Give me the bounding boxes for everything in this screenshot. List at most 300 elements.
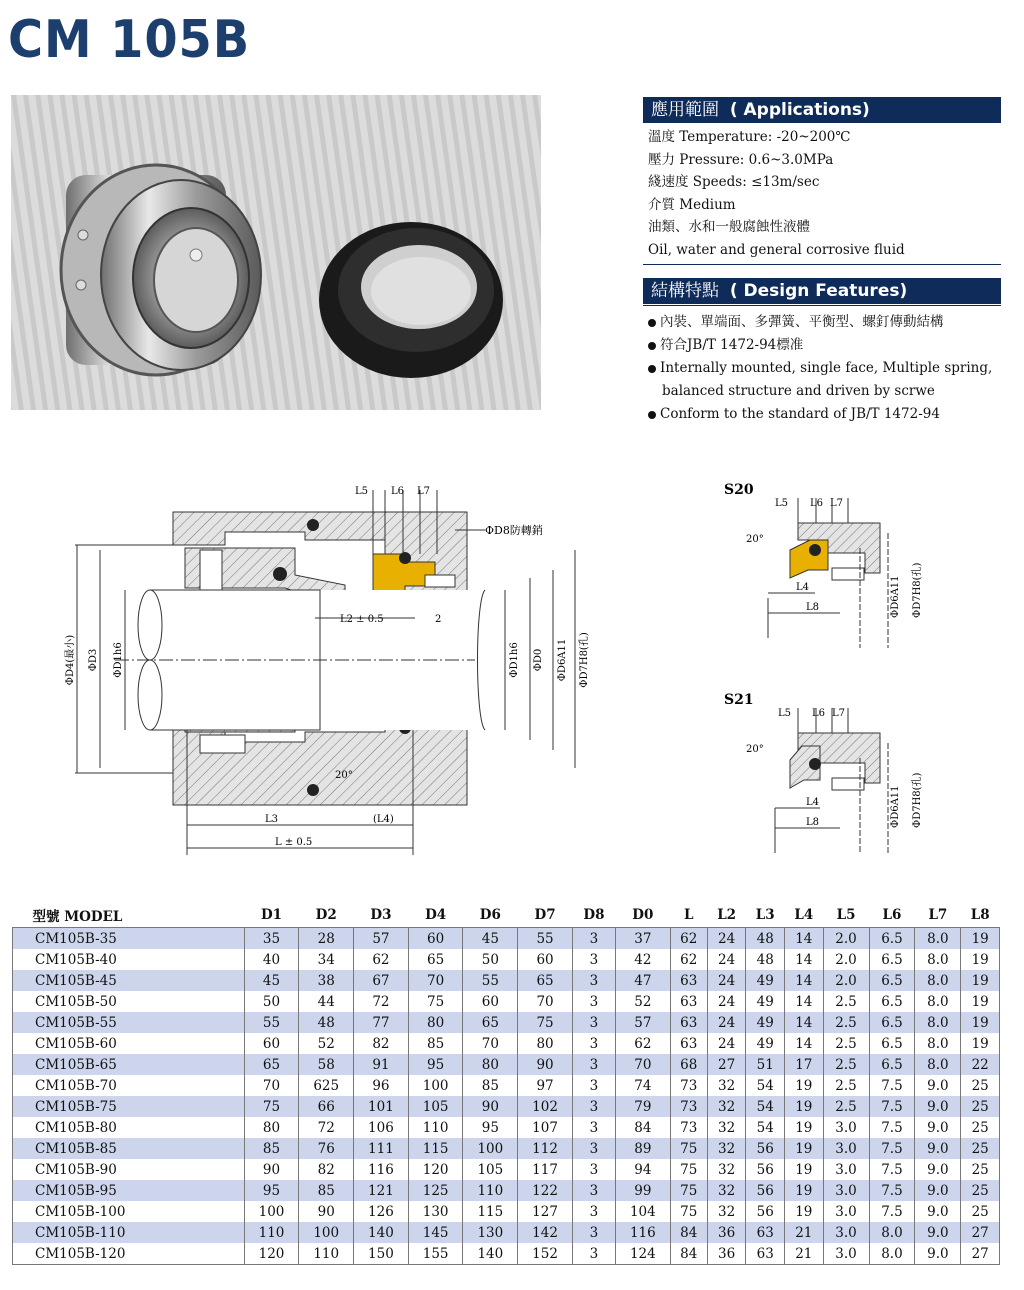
- applications-heading: [643, 97, 1001, 123]
- applications-heading-cn: 應用範圍: [651, 100, 719, 120]
- label-l4: (L4): [373, 814, 394, 825]
- temperature-line: 溫度 Temperature: -20~200℃: [648, 129, 851, 145]
- s21-l4: L4: [806, 797, 820, 808]
- column-header: D1: [260, 907, 283, 923]
- value-cell: 51: [746, 1054, 785, 1075]
- value-cell: 55: [518, 928, 573, 950]
- value-cell: 62: [354, 949, 409, 970]
- label-angle: 20°: [335, 770, 353, 781]
- page-title: CM 105B: [8, 10, 251, 70]
- feature-item: Conform to the standard of JB/T 1472-94: [648, 403, 992, 426]
- value-cell: 85: [244, 1138, 299, 1159]
- value-cell: 79: [616, 1096, 671, 1117]
- value-cell: 75: [670, 1180, 707, 1201]
- value-cell: 107: [518, 1117, 573, 1138]
- value-cell: 73: [670, 1075, 707, 1096]
- value-cell: 9.0: [915, 1180, 961, 1201]
- s21-l8: L8: [806, 817, 820, 828]
- product-photo: [11, 95, 541, 410]
- value-cell: 104: [616, 1201, 671, 1222]
- value-cell: 130: [408, 1201, 463, 1222]
- model-cell: CM105B-75: [13, 1096, 245, 1117]
- value-cell: 65: [408, 949, 463, 970]
- value-cell: 9.0: [915, 1075, 961, 1096]
- value-cell: 56: [746, 1180, 785, 1201]
- value-cell: 72: [299, 1117, 354, 1138]
- value-cell: 95: [408, 1054, 463, 1075]
- value-cell: 70: [463, 1033, 518, 1054]
- s20-l7: L7: [830, 498, 844, 509]
- value-cell: 7.5: [869, 1180, 915, 1201]
- value-cell: 9.0: [915, 1243, 961, 1265]
- table-row: [13, 928, 1000, 950]
- value-cell: 63: [670, 970, 707, 991]
- value-cell: 60: [463, 991, 518, 1012]
- value-cell: 3: [572, 991, 615, 1012]
- value-cell: 121: [354, 1180, 409, 1201]
- value-cell: 22: [961, 1054, 1000, 1075]
- value-cell: 94: [616, 1159, 671, 1180]
- value-cell: 9.0: [915, 1159, 961, 1180]
- value-cell: 140: [463, 1243, 518, 1265]
- column-header: D8: [583, 907, 605, 923]
- value-cell: 150: [354, 1243, 409, 1265]
- label-l7: L7: [417, 486, 431, 497]
- value-cell: 24: [707, 970, 746, 991]
- value-cell: 97: [518, 1075, 573, 1096]
- value-cell: 3.0: [823, 1159, 869, 1180]
- value-cell: 8.0: [915, 928, 961, 950]
- value-cell: 75: [244, 1096, 299, 1117]
- value-cell: 14: [785, 949, 824, 970]
- value-cell: 3.0: [823, 1117, 869, 1138]
- value-cell: 2.5: [823, 1054, 869, 1075]
- value-cell: 89: [616, 1138, 671, 1159]
- value-cell: 49: [746, 991, 785, 1012]
- label-d3: ΦD3: [88, 648, 99, 672]
- table-body: [13, 928, 1000, 1265]
- column-header-model: 型號 MODEL: [32, 909, 123, 925]
- value-cell: 25: [961, 1138, 1000, 1159]
- table-header-row: [13, 903, 1000, 928]
- value-cell: 48: [746, 949, 785, 970]
- value-cell: 27: [961, 1222, 1000, 1243]
- value-cell: 6.5: [869, 970, 915, 991]
- column-header: D4: [425, 907, 447, 923]
- value-cell: 120: [244, 1243, 299, 1265]
- value-cell: 110: [408, 1117, 463, 1138]
- s20-l4: L4: [796, 582, 810, 593]
- table-row: [13, 1075, 1000, 1096]
- model-cell: CM105B-35: [13, 928, 245, 950]
- value-cell: 14: [785, 991, 824, 1012]
- value-cell: 3.0: [823, 1243, 869, 1265]
- value-cell: 42: [616, 949, 671, 970]
- value-cell: 3: [572, 1180, 615, 1201]
- value-cell: 122: [518, 1180, 573, 1201]
- value-cell: 3: [572, 1201, 615, 1222]
- feature-item: Internally mounted, single face, Multiple spring,: [648, 357, 992, 380]
- value-cell: 110: [299, 1243, 354, 1265]
- table-row: [13, 1096, 1000, 1117]
- value-cell: 3: [572, 1138, 615, 1159]
- s20-l6: L6: [810, 498, 824, 509]
- value-cell: 49: [746, 970, 785, 991]
- label-two: 2: [435, 614, 442, 625]
- value-cell: 8.0: [915, 1033, 961, 1054]
- value-cell: 50: [244, 991, 299, 1012]
- value-cell: 75: [670, 1159, 707, 1180]
- value-cell: 95: [244, 1180, 299, 1201]
- bullet-icon: [648, 365, 656, 373]
- column-header: L7: [928, 907, 948, 923]
- value-cell: 625: [299, 1075, 354, 1096]
- spec-table: [12, 903, 1000, 1265]
- value-cell: 68: [670, 1054, 707, 1075]
- model-cell: CM105B-65: [13, 1054, 245, 1075]
- value-cell: 14: [785, 1033, 824, 1054]
- value-cell: 125: [408, 1180, 463, 1201]
- value-cell: 2.0: [823, 949, 869, 970]
- value-cell: 2.5: [823, 1096, 869, 1117]
- value-cell: 9.0: [915, 1201, 961, 1222]
- value-cell: 35: [244, 928, 299, 950]
- applications-list: [648, 126, 905, 261]
- value-cell: 112: [518, 1138, 573, 1159]
- value-cell: 21: [785, 1222, 824, 1243]
- o-ring: [273, 567, 287, 581]
- value-cell: 24: [707, 928, 746, 950]
- value-cell: 44: [299, 991, 354, 1012]
- value-cell: 9.0: [915, 1117, 961, 1138]
- value-cell: 3: [572, 1243, 615, 1265]
- model-cell: CM105B-90: [13, 1159, 245, 1180]
- value-cell: 14: [785, 928, 824, 950]
- label-d8: ΦD8防轉銷: [485, 524, 543, 537]
- value-cell: 2.5: [823, 1033, 869, 1054]
- value-cell: 111: [354, 1138, 409, 1159]
- label-l3: L3: [265, 814, 279, 825]
- value-cell: 7.5: [869, 1159, 915, 1180]
- column-header: L2: [717, 907, 737, 923]
- s21-d6: ΦD6A11: [890, 785, 901, 828]
- value-cell: 2.5: [823, 1012, 869, 1033]
- bullet-icon: [648, 319, 656, 327]
- value-cell: 52: [299, 1033, 354, 1054]
- value-cell: 14: [785, 970, 824, 991]
- value-cell: 3: [572, 1075, 615, 1096]
- value-cell: 62: [616, 1033, 671, 1054]
- value-cell: 56: [746, 1159, 785, 1180]
- value-cell: 25: [961, 1180, 1000, 1201]
- s21-d7: ΦD7H8(孔): [912, 772, 923, 828]
- value-cell: 3: [572, 1096, 615, 1117]
- value-cell: 100: [463, 1138, 518, 1159]
- value-cell: 140: [354, 1222, 409, 1243]
- s20-detail-drawing: [720, 478, 960, 658]
- value-cell: 85: [408, 1033, 463, 1054]
- value-cell: 126: [354, 1201, 409, 1222]
- value-cell: 70: [244, 1075, 299, 1096]
- value-cell: 32: [707, 1138, 746, 1159]
- column-header: L6: [882, 907, 902, 923]
- value-cell: 32: [707, 1180, 746, 1201]
- value-cell: 14: [785, 1012, 824, 1033]
- value-cell: 57: [354, 928, 409, 950]
- value-cell: 17: [785, 1054, 824, 1075]
- value-cell: 3: [572, 1117, 615, 1138]
- value-cell: 60: [244, 1033, 299, 1054]
- value-cell: 6.5: [869, 1012, 915, 1033]
- value-cell: 19: [785, 1138, 824, 1159]
- bullet-icon: [648, 411, 656, 419]
- value-cell: 19: [961, 1033, 1000, 1054]
- o-ring-top: [307, 519, 319, 531]
- value-cell: 8.0: [915, 1054, 961, 1075]
- model-cell: CM105B-40: [13, 949, 245, 970]
- label-d7: ΦD7H8(孔): [579, 632, 590, 688]
- value-cell: 3: [572, 1012, 615, 1033]
- value-cell: 3: [572, 1054, 615, 1075]
- value-cell: 8.0: [869, 1222, 915, 1243]
- model-cell: CM105B-50: [13, 991, 245, 1012]
- value-cell: 85: [299, 1180, 354, 1201]
- label-d1-right: ΦD1h6: [509, 642, 520, 678]
- design-features-heading: [643, 278, 1001, 304]
- applications-divider: [643, 264, 1001, 265]
- feature-item: 符合JB/T 1472-94標准: [648, 334, 992, 357]
- value-cell: 52: [616, 991, 671, 1012]
- value-cell: 3.0: [823, 1180, 869, 1201]
- model-cell: CM105B-100: [13, 1201, 245, 1222]
- s20-d7: ΦD7H8(孔): [912, 562, 923, 618]
- table-row: [13, 970, 1000, 991]
- value-cell: 19: [961, 970, 1000, 991]
- value-cell: 25: [961, 1159, 1000, 1180]
- value-cell: 65: [518, 970, 573, 991]
- value-cell: 75: [670, 1138, 707, 1159]
- value-cell: 65: [463, 1012, 518, 1033]
- design-features-list: [648, 311, 992, 426]
- value-cell: 9.0: [915, 1138, 961, 1159]
- value-cell: 7.5: [869, 1075, 915, 1096]
- s20-angle: 20°: [746, 534, 764, 545]
- value-cell: 110: [244, 1222, 299, 1243]
- value-cell: 7.5: [869, 1138, 915, 1159]
- value-cell: 8.0: [915, 949, 961, 970]
- table-row: [13, 991, 1000, 1012]
- model-cell: CM105B-45: [13, 970, 245, 991]
- value-cell: 75: [408, 991, 463, 1012]
- value-cell: 24: [707, 949, 746, 970]
- s21-l7: L7: [832, 708, 846, 719]
- value-cell: 34: [299, 949, 354, 970]
- value-cell: 63: [746, 1243, 785, 1265]
- value-cell: 63: [746, 1222, 785, 1243]
- value-cell: 19: [785, 1159, 824, 1180]
- column-header: D2: [315, 907, 337, 923]
- value-cell: 2.0: [823, 970, 869, 991]
- table-row: [13, 1201, 1000, 1222]
- value-cell: 82: [299, 1159, 354, 1180]
- value-cell: 27: [961, 1243, 1000, 1265]
- value-cell: 62: [670, 949, 707, 970]
- value-cell: 117: [518, 1159, 573, 1180]
- value-cell: 2.5: [823, 991, 869, 1012]
- model-cell: CM105B-70: [13, 1075, 245, 1096]
- value-cell: 100: [408, 1075, 463, 1096]
- value-cell: 19: [785, 1075, 824, 1096]
- bullet-icon: [648, 342, 656, 350]
- value-cell: 19: [785, 1096, 824, 1117]
- value-cell: 115: [408, 1138, 463, 1159]
- table-row: [13, 1180, 1000, 1201]
- s21-angle: 20°: [746, 744, 764, 755]
- value-cell: 72: [354, 991, 409, 1012]
- s21-l6: L6: [812, 708, 826, 719]
- design-features-heading-cn: 結構特點: [651, 281, 719, 301]
- value-cell: 145: [408, 1222, 463, 1243]
- value-cell: 75: [670, 1201, 707, 1222]
- value-cell: 49: [746, 1033, 785, 1054]
- o-ring: [399, 552, 411, 564]
- table-row: [13, 1243, 1000, 1265]
- value-cell: 56: [746, 1201, 785, 1222]
- value-cell: 6.5: [869, 949, 915, 970]
- label-d0: ΦD0: [533, 648, 544, 672]
- value-cell: 8.0: [869, 1243, 915, 1265]
- table-row: [13, 1033, 1000, 1054]
- value-cell: 32: [707, 1075, 746, 1096]
- value-cell: 63: [670, 1033, 707, 1054]
- value-cell: 95: [463, 1117, 518, 1138]
- s20-l8: L8: [806, 602, 820, 613]
- model-cell: CM105B-55: [13, 1012, 245, 1033]
- value-cell: 40: [244, 949, 299, 970]
- value-cell: 101: [354, 1096, 409, 1117]
- table-row: [13, 1222, 1000, 1243]
- value-cell: 100: [244, 1201, 299, 1222]
- value-cell: 106: [354, 1117, 409, 1138]
- value-cell: 36: [707, 1222, 746, 1243]
- model-cell: CM105B-110: [13, 1222, 245, 1243]
- value-cell: 8.0: [915, 1012, 961, 1033]
- value-cell: 82: [354, 1033, 409, 1054]
- model-cell: CM105B-80: [13, 1117, 245, 1138]
- value-cell: 67: [354, 970, 409, 991]
- model-cell: CM105B-120: [13, 1243, 245, 1265]
- value-cell: 9.0: [915, 1096, 961, 1117]
- value-cell: 116: [616, 1222, 671, 1243]
- value-cell: 75: [518, 1012, 573, 1033]
- value-cell: 90: [463, 1096, 518, 1117]
- column-header: L5: [836, 907, 856, 923]
- value-cell: 63: [670, 991, 707, 1012]
- value-cell: 24: [707, 1033, 746, 1054]
- value-cell: 28: [299, 928, 354, 950]
- value-cell: 84: [670, 1243, 707, 1265]
- value-cell: 7.5: [869, 1096, 915, 1117]
- value-cell: 91: [354, 1054, 409, 1075]
- value-cell: 62: [670, 928, 707, 950]
- value-cell: 38: [299, 970, 354, 991]
- value-cell: 27: [707, 1054, 746, 1075]
- value-cell: 85: [463, 1075, 518, 1096]
- label-l: L ± 0.5: [275, 837, 313, 848]
- value-cell: 115: [463, 1201, 518, 1222]
- value-cell: 54: [746, 1096, 785, 1117]
- medium-en-line: Oil, water and general corrosive fluid: [648, 241, 905, 258]
- value-cell: 37: [616, 928, 671, 950]
- value-cell: 48: [746, 928, 785, 950]
- table-row: [13, 1117, 1000, 1138]
- s20-l5: L5: [775, 498, 789, 509]
- value-cell: 45: [463, 928, 518, 950]
- value-cell: 65: [244, 1054, 299, 1075]
- column-header: L8: [970, 907, 990, 923]
- value-cell: 105: [408, 1096, 463, 1117]
- value-cell: 19: [785, 1180, 824, 1201]
- table-row: [13, 1159, 1000, 1180]
- value-cell: 47: [616, 970, 671, 991]
- value-cell: 84: [616, 1117, 671, 1138]
- value-cell: 8.0: [915, 991, 961, 1012]
- value-cell: 3: [572, 1033, 615, 1054]
- value-cell: 90: [244, 1159, 299, 1180]
- value-cell: 3: [572, 1159, 615, 1180]
- value-cell: 48: [299, 1012, 354, 1033]
- value-cell: 3.0: [823, 1201, 869, 1222]
- pressure-line: 壓力 Pressure: 0.6~3.0MPa: [648, 151, 834, 168]
- feature-item-continued: balanced structure and driven by scrwe: [662, 383, 935, 399]
- value-cell: 70: [408, 970, 463, 991]
- value-cell: 100: [299, 1222, 354, 1243]
- value-cell: 142: [518, 1222, 573, 1243]
- table-row: [13, 949, 1000, 970]
- value-cell: 9.0: [915, 1222, 961, 1243]
- value-cell: 84: [670, 1222, 707, 1243]
- value-cell: 70: [616, 1054, 671, 1075]
- value-cell: 152: [518, 1243, 573, 1265]
- value-cell: 2.0: [823, 928, 869, 950]
- table-row: [13, 1054, 1000, 1075]
- value-cell: 80: [518, 1033, 573, 1054]
- label-l6: L6: [391, 486, 405, 497]
- label-d1: ΦD1h6: [113, 642, 124, 678]
- value-cell: 110: [463, 1180, 518, 1201]
- value-cell: 63: [670, 1012, 707, 1033]
- value-cell: 32: [707, 1159, 746, 1180]
- value-cell: 116: [354, 1159, 409, 1180]
- value-cell: 24: [707, 991, 746, 1012]
- s20-d6: ΦD6A11: [890, 575, 901, 618]
- medium-line: 介質 Medium: [648, 196, 736, 213]
- value-cell: 25: [961, 1117, 1000, 1138]
- value-cell: 19: [785, 1117, 824, 1138]
- value-cell: 58: [299, 1054, 354, 1075]
- value-cell: 56: [746, 1138, 785, 1159]
- label-l2: L2 ± 0.5: [340, 614, 384, 625]
- s20-title: S20: [724, 482, 754, 498]
- value-cell: 25: [961, 1075, 1000, 1096]
- value-cell: 49: [746, 1012, 785, 1033]
- label-d4: ΦD4(最小): [65, 634, 76, 686]
- value-cell: 76: [299, 1138, 354, 1159]
- value-cell: 70: [518, 991, 573, 1012]
- feature-item: 內裝、單端面、多彈簧、平衡型、螺釘傳動結構: [648, 311, 992, 334]
- design-features-heading-en: ( Design Features): [729, 281, 908, 301]
- applications-heading-en: ( Applications): [729, 100, 870, 120]
